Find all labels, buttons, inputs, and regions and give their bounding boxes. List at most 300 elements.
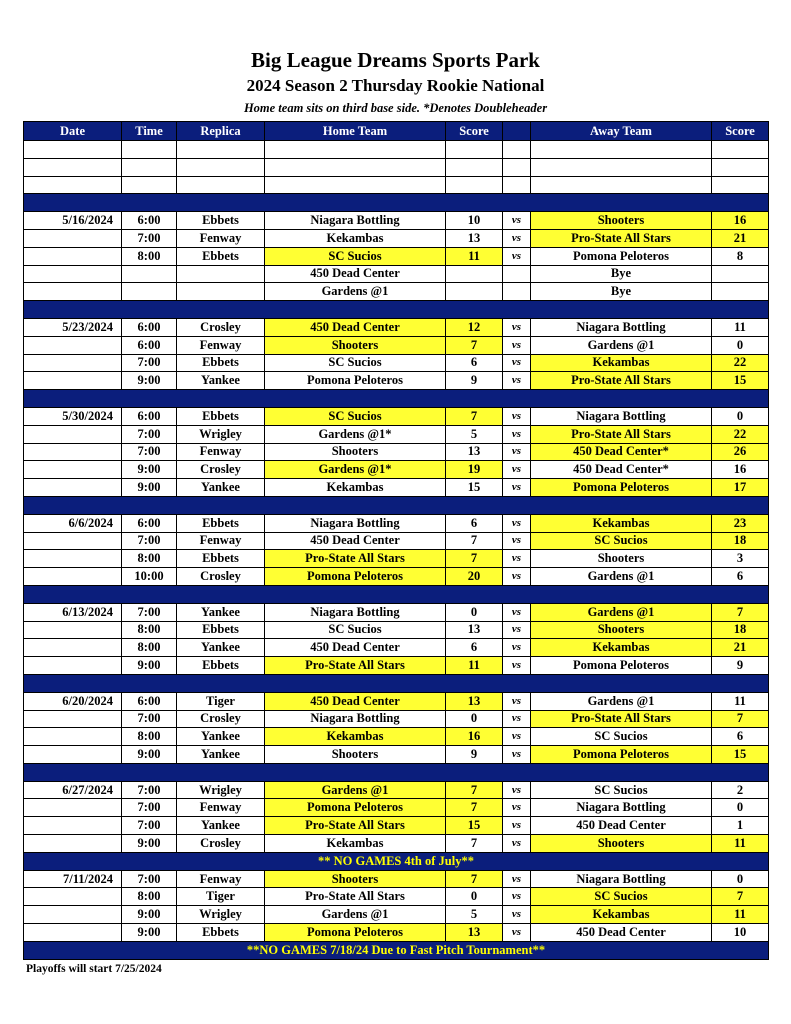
home-team: Niagara Bottling — [265, 212, 446, 230]
home-team: SC Sucios — [265, 247, 446, 265]
game-row — [24, 781, 769, 799]
blank-row — [24, 141, 769, 159]
home-team: Kekambas — [265, 479, 446, 497]
home-team: Pomona Peloteros — [265, 799, 446, 817]
game-date — [24, 461, 122, 479]
away-team: Kekambas — [531, 639, 712, 657]
away-score: 9 — [712, 657, 769, 675]
versus-label: vs — [503, 603, 531, 621]
empty-cell — [24, 141, 122, 159]
away-score: 1 — [712, 817, 769, 835]
away-team: SC Sucios — [531, 781, 712, 799]
game-time: 9:00 — [122, 461, 177, 479]
separator-cell — [24, 301, 769, 319]
home-score: 0 — [446, 710, 503, 728]
home-score: 7 — [446, 781, 503, 799]
game-date — [24, 425, 122, 443]
game-row — [24, 532, 769, 550]
game-time: 7:00 — [122, 781, 177, 799]
away-score: 21 — [712, 639, 769, 657]
versus-label: vs — [503, 924, 531, 942]
empty-cell — [24, 176, 122, 194]
empty-cell — [177, 158, 265, 176]
home-score: 6 — [446, 514, 503, 532]
versus-label: vs — [503, 835, 531, 853]
home-team: SC Sucios — [265, 354, 446, 372]
home-team: 450 Dead Center — [265, 318, 446, 336]
week-separator — [24, 496, 769, 514]
game-date — [24, 817, 122, 835]
away-team: Pomona Peloteros — [531, 247, 712, 265]
home-score: 13 — [446, 692, 503, 710]
field-replica: Yankee — [177, 603, 265, 621]
versus-label: vs — [503, 568, 531, 586]
game-row — [24, 283, 769, 301]
home-score: 6 — [446, 639, 503, 657]
week-separator — [24, 674, 769, 692]
week-separator — [24, 390, 769, 408]
home-team: Shooters — [265, 336, 446, 354]
header-row — [24, 122, 769, 141]
home-score: 12 — [446, 318, 503, 336]
versus-label: vs — [503, 728, 531, 746]
game-row — [24, 212, 769, 230]
versus-label: vs — [503, 799, 531, 817]
game-time: 7:00 — [122, 710, 177, 728]
away-score: 7 — [712, 603, 769, 621]
game-date — [24, 283, 122, 301]
game-row — [24, 728, 769, 746]
game-date — [24, 621, 122, 639]
game-row — [24, 657, 769, 675]
game-date — [24, 657, 122, 675]
field-replica: Ebbets — [177, 621, 265, 639]
field-replica: Crosley — [177, 318, 265, 336]
col-away-team: Away Team — [531, 122, 712, 141]
home-score: 7 — [446, 336, 503, 354]
field-replica: Fenway — [177, 870, 265, 888]
empty-cell — [531, 176, 712, 194]
versus-label: vs — [503, 781, 531, 799]
home-score: 19 — [446, 461, 503, 479]
game-date — [24, 835, 122, 853]
game-date — [24, 568, 122, 586]
game-time: 7:00 — [122, 603, 177, 621]
away-score: 7 — [712, 710, 769, 728]
home-score: 7 — [446, 835, 503, 853]
game-row — [24, 407, 769, 425]
week-separator — [24, 194, 769, 212]
game-row — [24, 443, 769, 461]
home-team: Gardens @1 — [265, 781, 446, 799]
home-score: 16 — [446, 728, 503, 746]
page-title: Big League Dreams Sports Park — [251, 48, 540, 72]
away-score: 6 — [712, 568, 769, 586]
game-time: 7:00 — [122, 870, 177, 888]
separator-cell — [24, 390, 769, 408]
empty-cell — [446, 176, 503, 194]
home-team: 450 Dead Center — [265, 265, 446, 283]
versus-label: vs — [503, 906, 531, 924]
game-row — [24, 514, 769, 532]
versus-label: vs — [503, 425, 531, 443]
away-team: 450 Dead Center* — [531, 443, 712, 461]
game-row — [24, 550, 769, 568]
away-score: 22 — [712, 425, 769, 443]
game-row — [24, 603, 769, 621]
field-replica: Fenway — [177, 336, 265, 354]
game-row — [24, 799, 769, 817]
empty-cell — [503, 176, 531, 194]
game-time: 10:00 — [122, 568, 177, 586]
game-date: 6/27/2024 — [24, 781, 122, 799]
away-score: 15 — [712, 372, 769, 390]
home-score: 13 — [446, 621, 503, 639]
game-time: 9:00 — [122, 906, 177, 924]
game-time: 9:00 — [122, 835, 177, 853]
away-score: 11 — [712, 906, 769, 924]
versus-label: vs — [503, 870, 531, 888]
col-replica: Replica — [177, 122, 265, 141]
home-score — [446, 283, 503, 301]
game-time: 7:00 — [122, 425, 177, 443]
game-date — [24, 550, 122, 568]
home-score: 5 — [446, 425, 503, 443]
game-date: 5/23/2024 — [24, 318, 122, 336]
field-replica: Yankee — [177, 479, 265, 497]
game-time: 7:00 — [122, 229, 177, 247]
empty-cell — [122, 141, 177, 159]
field-replica: Fenway — [177, 443, 265, 461]
game-time: 7:00 — [122, 817, 177, 835]
home-team: Shooters — [265, 746, 446, 764]
notice-text: ** NO GAMES 4th of July** — [24, 852, 769, 870]
home-team: Niagara Bottling — [265, 514, 446, 532]
field-replica: Ebbets — [177, 247, 265, 265]
away-team: Gardens @1 — [531, 568, 712, 586]
game-time: 9:00 — [122, 372, 177, 390]
game-time: 7:00 — [122, 354, 177, 372]
away-score: 8 — [712, 247, 769, 265]
away-team: SC Sucios — [531, 728, 712, 746]
field-replica: Tiger — [177, 692, 265, 710]
home-score: 13 — [446, 924, 503, 942]
away-score: 2 — [712, 781, 769, 799]
empty-cell — [531, 158, 712, 176]
home-score: 0 — [446, 888, 503, 906]
away-team: 450 Dead Center — [531, 817, 712, 835]
game-row — [24, 817, 769, 835]
game-date — [24, 906, 122, 924]
field-replica: Fenway — [177, 532, 265, 550]
field-replica: Fenway — [177, 799, 265, 817]
home-score: 15 — [446, 479, 503, 497]
game-row — [24, 425, 769, 443]
versus-label: vs — [503, 479, 531, 497]
versus-label: vs — [503, 336, 531, 354]
versus-label: vs — [503, 461, 531, 479]
field-replica: Wrigley — [177, 425, 265, 443]
away-score: 23 — [712, 514, 769, 532]
game-time: 8:00 — [122, 728, 177, 746]
versus-label: vs — [503, 692, 531, 710]
game-date — [24, 229, 122, 247]
game-row — [24, 372, 769, 390]
away-team: Niagara Bottling — [531, 870, 712, 888]
game-row — [24, 746, 769, 764]
home-team: 450 Dead Center — [265, 692, 446, 710]
game-date: 5/30/2024 — [24, 407, 122, 425]
game-row — [24, 621, 769, 639]
game-time: 8:00 — [122, 621, 177, 639]
game-date — [24, 639, 122, 657]
versus-label: vs — [503, 639, 531, 657]
home-score: 7 — [446, 799, 503, 817]
versus-label: vs — [503, 514, 531, 532]
versus-label: vs — [503, 746, 531, 764]
game-row — [24, 336, 769, 354]
col-vs — [503, 122, 531, 141]
schedule-note: Home team sits on third base side. *Denotes Doubleheader — [243, 101, 548, 115]
col-date: Date — [24, 122, 122, 141]
game-time: 9:00 — [122, 746, 177, 764]
home-score: 13 — [446, 443, 503, 461]
away-score: 6 — [712, 728, 769, 746]
separator-cell — [24, 194, 769, 212]
field-replica: Ebbets — [177, 550, 265, 568]
game-time: 6:00 — [122, 692, 177, 710]
game-time: 8:00 — [122, 888, 177, 906]
empty-cell — [446, 158, 503, 176]
field-replica: Fenway — [177, 229, 265, 247]
away-team: 450 Dead Center — [531, 924, 712, 942]
game-row — [24, 692, 769, 710]
away-team: 450 Dead Center* — [531, 461, 712, 479]
home-team: 450 Dead Center — [265, 639, 446, 657]
away-score: 15 — [712, 746, 769, 764]
game-date — [24, 247, 122, 265]
separator-cell — [24, 674, 769, 692]
separator-cell — [24, 585, 769, 603]
field-replica: Ebbets — [177, 212, 265, 230]
field-replica: Ebbets — [177, 354, 265, 372]
notice-text: **NO GAMES 7/18/24 Due to Fast Pitch Tournament** — [24, 941, 769, 959]
home-score: 0 — [446, 603, 503, 621]
game-time: 9:00 — [122, 924, 177, 942]
home-score: 9 — [446, 372, 503, 390]
game-date — [24, 924, 122, 942]
home-score: 7 — [446, 407, 503, 425]
schedule-table — [23, 121, 769, 960]
game-row — [24, 906, 769, 924]
game-date — [24, 728, 122, 746]
home-team: Pro-State All Stars — [265, 817, 446, 835]
field-replica — [177, 283, 265, 301]
home-team: SC Sucios — [265, 621, 446, 639]
game-time: 6:00 — [122, 407, 177, 425]
home-team: 450 Dead Center — [265, 532, 446, 550]
away-team: Niagara Bottling — [531, 407, 712, 425]
week-separator — [24, 763, 769, 781]
game-time: 6:00 — [122, 318, 177, 336]
field-replica — [177, 265, 265, 283]
versus-label: vs — [503, 354, 531, 372]
away-score: 16 — [712, 461, 769, 479]
game-date — [24, 710, 122, 728]
away-team: Kekambas — [531, 906, 712, 924]
versus-label: vs — [503, 550, 531, 568]
home-score: 15 — [446, 817, 503, 835]
field-replica: Ebbets — [177, 407, 265, 425]
game-date — [24, 799, 122, 817]
season-subtitle: 2024 Season 2 Thursday Rookie National — [246, 76, 545, 95]
home-score: 9 — [446, 746, 503, 764]
versus-label: vs — [503, 657, 531, 675]
field-replica: Ebbets — [177, 514, 265, 532]
home-score: 7 — [446, 550, 503, 568]
game-row — [24, 568, 769, 586]
home-team: Pro-State All Stars — [265, 888, 446, 906]
versus-label: vs — [503, 817, 531, 835]
game-time: 9:00 — [122, 657, 177, 675]
away-team: Gardens @1 — [531, 603, 712, 621]
game-row — [24, 870, 769, 888]
home-team: SC Sucios — [265, 407, 446, 425]
field-replica: Ebbets — [177, 657, 265, 675]
versus-label: vs — [503, 888, 531, 906]
week-separator — [24, 585, 769, 603]
field-replica: Crosley — [177, 710, 265, 728]
away-team: Pro-State All Stars — [531, 372, 712, 390]
away-score: 10 — [712, 924, 769, 942]
notice-row — [24, 941, 769, 959]
away-score — [712, 283, 769, 301]
away-score: 0 — [712, 407, 769, 425]
empty-cell — [24, 158, 122, 176]
versus-label — [503, 283, 531, 301]
playoffs-note: Playoffs will start 7/25/2024 — [26, 963, 162, 975]
away-team: Kekambas — [531, 514, 712, 532]
game-date: 7/11/2024 — [24, 870, 122, 888]
game-date: 6/6/2024 — [24, 514, 122, 532]
col-home-team: Home Team — [265, 122, 446, 141]
field-replica: Yankee — [177, 639, 265, 657]
field-replica: Tiger — [177, 888, 265, 906]
home-score: 5 — [446, 906, 503, 924]
game-date: 6/13/2024 — [24, 603, 122, 621]
away-team: SC Sucios — [531, 532, 712, 550]
game-time — [122, 265, 177, 283]
empty-cell — [712, 141, 769, 159]
away-score — [712, 265, 769, 283]
separator-cell — [24, 763, 769, 781]
home-team: Gardens @1 — [265, 906, 446, 924]
away-team: Pomona Peloteros — [531, 479, 712, 497]
empty-cell — [265, 141, 446, 159]
versus-label: vs — [503, 212, 531, 230]
home-team: Shooters — [265, 870, 446, 888]
versus-label: vs — [503, 318, 531, 336]
empty-cell — [265, 158, 446, 176]
home-team: Gardens @1 — [265, 283, 446, 301]
versus-label: vs — [503, 407, 531, 425]
empty-cell — [712, 176, 769, 194]
empty-cell — [177, 141, 265, 159]
field-replica: Crosley — [177, 568, 265, 586]
away-team: Bye — [531, 265, 712, 283]
empty-cell — [503, 158, 531, 176]
away-team: Pro-State All Stars — [531, 229, 712, 247]
game-date — [24, 888, 122, 906]
blank-row — [24, 176, 769, 194]
versus-label: vs — [503, 443, 531, 461]
game-time: 8:00 — [122, 247, 177, 265]
game-date — [24, 372, 122, 390]
game-time: 7:00 — [122, 532, 177, 550]
game-time: 7:00 — [122, 443, 177, 461]
away-score: 0 — [712, 336, 769, 354]
away-score: 18 — [712, 621, 769, 639]
away-score: 22 — [712, 354, 769, 372]
game-row — [24, 461, 769, 479]
game-time: 8:00 — [122, 639, 177, 657]
field-replica: Yankee — [177, 372, 265, 390]
home-team: Kekambas — [265, 229, 446, 247]
notice-row — [24, 852, 769, 870]
home-score: 13 — [446, 229, 503, 247]
home-team: Niagara Bottling — [265, 710, 446, 728]
versus-label: vs — [503, 532, 531, 550]
away-team: Pro-State All Stars — [531, 710, 712, 728]
away-team: Niagara Bottling — [531, 799, 712, 817]
away-team: Kekambas — [531, 354, 712, 372]
game-time: 6:00 — [122, 514, 177, 532]
home-team: Pomona Peloteros — [265, 924, 446, 942]
away-team: Pro-State All Stars — [531, 425, 712, 443]
empty-cell — [177, 176, 265, 194]
home-score: 20 — [446, 568, 503, 586]
empty-cell — [712, 158, 769, 176]
away-team: Shooters — [531, 835, 712, 853]
away-team: Pomona Peloteros — [531, 657, 712, 675]
col-away-score: Score — [712, 122, 769, 141]
home-score: 7 — [446, 870, 503, 888]
week-separator — [24, 301, 769, 319]
home-score: 6 — [446, 354, 503, 372]
home-team: Pro-State All Stars — [265, 550, 446, 568]
away-team: Shooters — [531, 621, 712, 639]
game-row — [24, 639, 769, 657]
home-team: Shooters — [265, 443, 446, 461]
game-time: 7:00 — [122, 799, 177, 817]
field-replica: Crosley — [177, 461, 265, 479]
home-score: 10 — [446, 212, 503, 230]
field-replica: Yankee — [177, 746, 265, 764]
away-team: Niagara Bottling — [531, 318, 712, 336]
away-team: Shooters — [531, 550, 712, 568]
away-score: 11 — [712, 835, 769, 853]
away-team: SC Sucios — [531, 888, 712, 906]
game-date — [24, 265, 122, 283]
game-row — [24, 888, 769, 906]
away-score: 0 — [712, 799, 769, 817]
versus-label — [503, 265, 531, 283]
home-team: Pomona Peloteros — [265, 568, 446, 586]
field-replica: Wrigley — [177, 781, 265, 799]
game-row — [24, 924, 769, 942]
away-score: 11 — [712, 318, 769, 336]
game-date — [24, 746, 122, 764]
